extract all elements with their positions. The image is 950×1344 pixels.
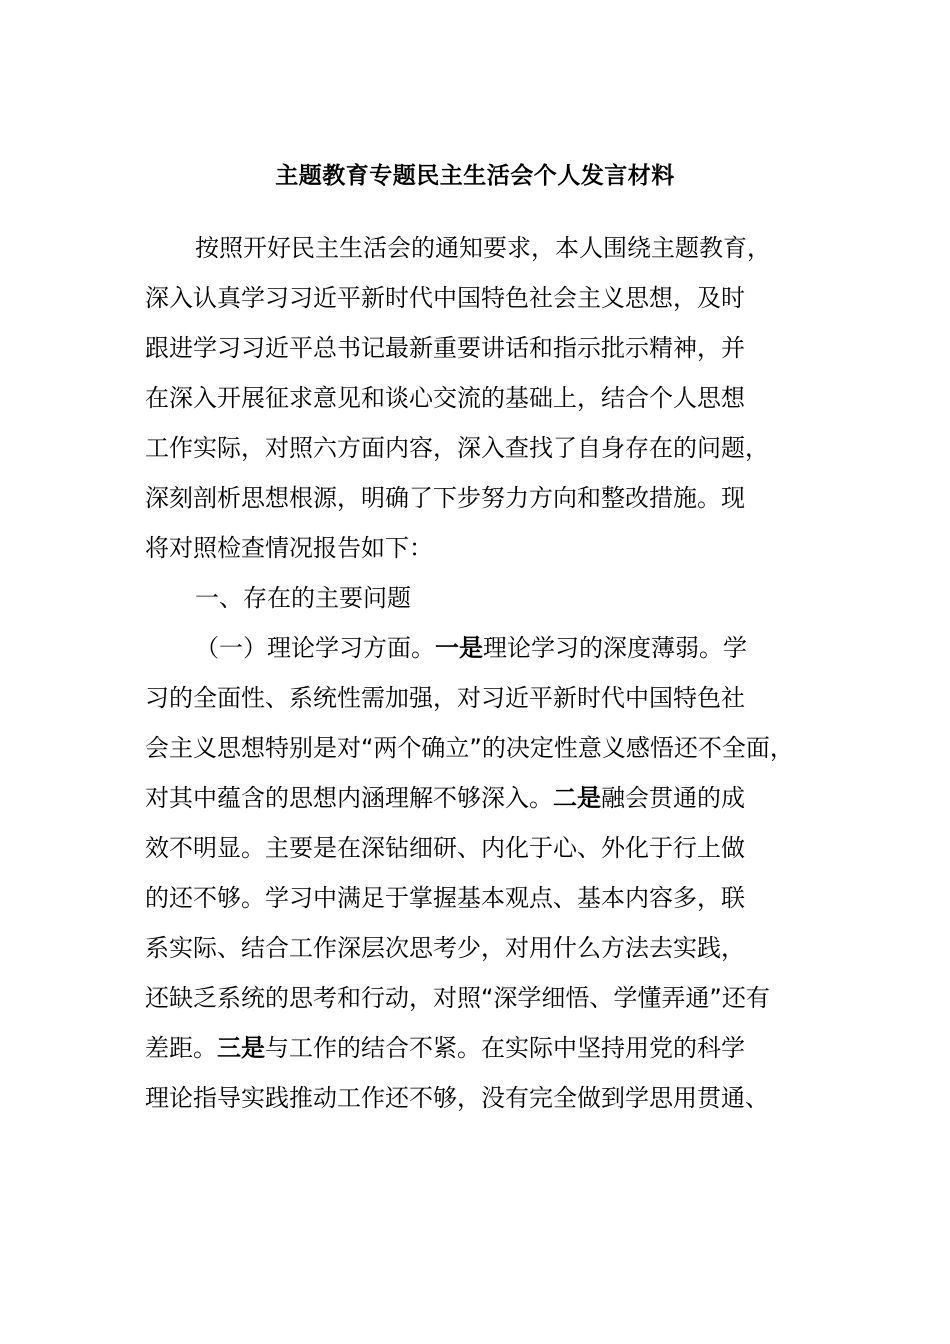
point-text: 理论学习的深度薄弱。学 — [483, 634, 747, 662]
point-marker-third: 三是 — [217, 1034, 265, 1062]
paragraph-line: 会主义思想特别是对“两个确立”的决定性意义感悟还不全面， — [145, 734, 794, 762]
paragraph-line: 按照开好民主生活会的通知要求，本人围绕主题教育， — [195, 234, 771, 262]
subsection-lead: （一）理论学习方面。 — [195, 634, 435, 662]
paragraph-line: 还缺乏系统的思考和行动，对照“深学细悟、学懂弄通”还有 — [145, 984, 770, 1012]
paragraph-line: 工作实际，对照六方面内容，深入查找了自身存在的问题， — [145, 434, 769, 462]
paragraph-line: 将对照检查情况报告如下： — [145, 534, 433, 562]
point-text: 融会贯通的成 — [601, 784, 745, 812]
point-text: 差距。 — [145, 1034, 217, 1062]
paragraph-line: 在深入开展征求意见和谈心交流的基础上，结合个人思想 — [145, 384, 745, 412]
point-marker-second: 二是 — [553, 784, 601, 812]
paragraph-line — [145, 778, 745, 818]
paragraph-line: 的还不够。学习中满足于掌握基本观点、基本内容多，联 — [145, 884, 745, 912]
paragraph-line — [145, 1028, 745, 1068]
paragraph-line: 系实际、结合工作深层次思考少，对用什么方法去实践， — [145, 934, 745, 962]
paragraph-line: 深入认真学习习近平新时代中国特色社会主义思想，及时 — [145, 284, 745, 312]
paragraph-line: 习的全面性、系统性需加强，对习近平新时代中国特色社 — [145, 684, 745, 712]
document-title: 主题教育专题民主生活会个人发言材料 — [275, 163, 675, 189]
point-marker-first: 一是 — [435, 634, 483, 662]
paragraph-line: 效不明显。主要是在深钻细研、内化于心、外化于行上做 — [145, 834, 745, 862]
subsection-line — [195, 628, 747, 668]
point-text: 与工作的结合不紧。在实际中坚持用党的科学 — [265, 1034, 745, 1062]
paragraph-line: 深刻剖析思想根源，明确了下步努力方向和整改措施。现 — [145, 484, 745, 512]
point-text: 对其中蕴含的思想内涵理解不够深入。 — [145, 784, 553, 812]
section-heading: 一、存在的主要问题 — [195, 584, 411, 612]
paragraph-line: 跟进学习习近平总书记最新重要讲话和指示批示精神，并 — [145, 334, 745, 362]
paragraph-line: 理论指导实践推动工作还不够，没有完全做到学思用贯通、 — [145, 1084, 769, 1112]
